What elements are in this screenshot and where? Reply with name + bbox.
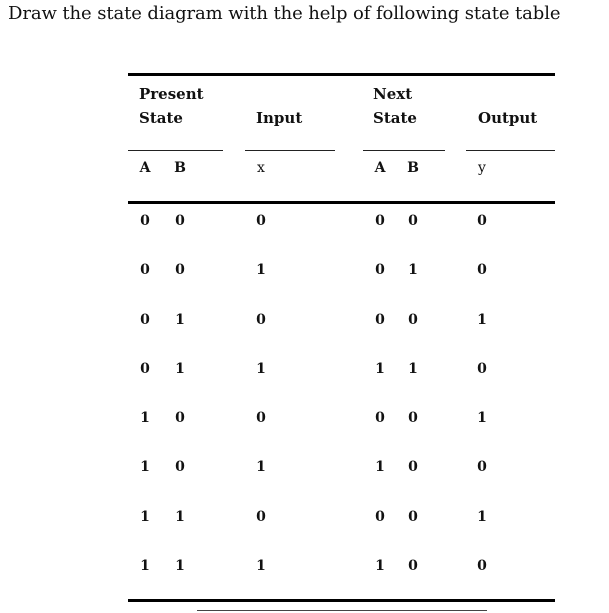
cell-b: 1: [175, 361, 185, 377]
cell-next-b: 0: [408, 312, 418, 328]
cell-y: 0: [477, 213, 487, 229]
cell-y: 0: [477, 361, 487, 377]
cell-next-b: 0: [408, 213, 418, 229]
cell-next-a: 0: [375, 410, 385, 426]
cell-y: 0: [477, 262, 487, 278]
header-present: Present: [139, 85, 204, 103]
header-next: Next: [373, 85, 413, 103]
subheader-next-a: A: [374, 160, 386, 176]
cell-a: 1: [140, 509, 150, 525]
cell-y: 0: [477, 558, 487, 574]
cell-next-b: 0: [408, 558, 418, 574]
cell-x: 0: [256, 213, 266, 229]
cell-next-a: 1: [375, 361, 385, 377]
cell-x: 0: [256, 410, 266, 426]
cell-a: 0: [140, 312, 150, 328]
group-rule-input: [245, 150, 335, 151]
cell-y: 1: [477, 312, 487, 328]
subheader-input-x: x: [257, 160, 265, 176]
cell-x: 0: [256, 312, 266, 328]
header-bottom-rule: [128, 201, 555, 204]
cell-b: 1: [175, 312, 185, 328]
cell-next-b: 0: [408, 459, 418, 475]
cell-b: 0: [175, 410, 185, 426]
cell-a: 0: [140, 361, 150, 377]
cell-x: 1: [256, 558, 266, 574]
table-top-rule: [128, 73, 555, 76]
page-title: Draw the state diagram with the help of following state table: [8, 3, 561, 24]
subheader-next-b: B: [407, 160, 419, 176]
footer-rule: [197, 610, 487, 611]
cell-b: 0: [175, 262, 185, 278]
cell-next-a: 0: [375, 509, 385, 525]
header-next-state: State: [373, 109, 417, 127]
group-rule-present: [128, 150, 223, 151]
cell-a: 0: [140, 213, 150, 229]
cell-next-b: 0: [408, 410, 418, 426]
cell-b: 1: [175, 509, 185, 525]
cell-y: 1: [477, 410, 487, 426]
table-bottom-rule: [128, 599, 555, 602]
cell-b: 0: [175, 213, 185, 229]
subheader-present-b: B: [174, 160, 186, 176]
cell-next-b: 1: [408, 361, 418, 377]
cell-next-b: 1: [408, 262, 418, 278]
header-present-state: State: [139, 109, 183, 127]
cell-next-a: 0: [375, 262, 385, 278]
cell-x: 1: [256, 262, 266, 278]
cell-b: 1: [175, 558, 185, 574]
cell-a: 1: [140, 459, 150, 475]
cell-x: 0: [256, 509, 266, 525]
cell-b: 0: [175, 459, 185, 475]
cell-next-a: 1: [375, 558, 385, 574]
cell-next-b: 0: [408, 509, 418, 525]
cell-x: 1: [256, 361, 266, 377]
subheader-present-a: A: [139, 160, 151, 176]
subheader-output-y: y: [478, 160, 486, 176]
cell-next-a: 0: [375, 312, 385, 328]
group-rule-next: [363, 150, 445, 151]
cell-next-a: 1: [375, 459, 385, 475]
group-rule-output: [466, 150, 555, 151]
cell-y: 0: [477, 459, 487, 475]
cell-next-a: 0: [375, 213, 385, 229]
cell-x: 1: [256, 459, 266, 475]
header-output: Output: [478, 109, 538, 127]
cell-y: 1: [477, 509, 487, 525]
cell-a: 0: [140, 262, 150, 278]
header-input: Input: [256, 109, 303, 127]
cell-a: 1: [140, 558, 150, 574]
cell-a: 1: [140, 410, 150, 426]
